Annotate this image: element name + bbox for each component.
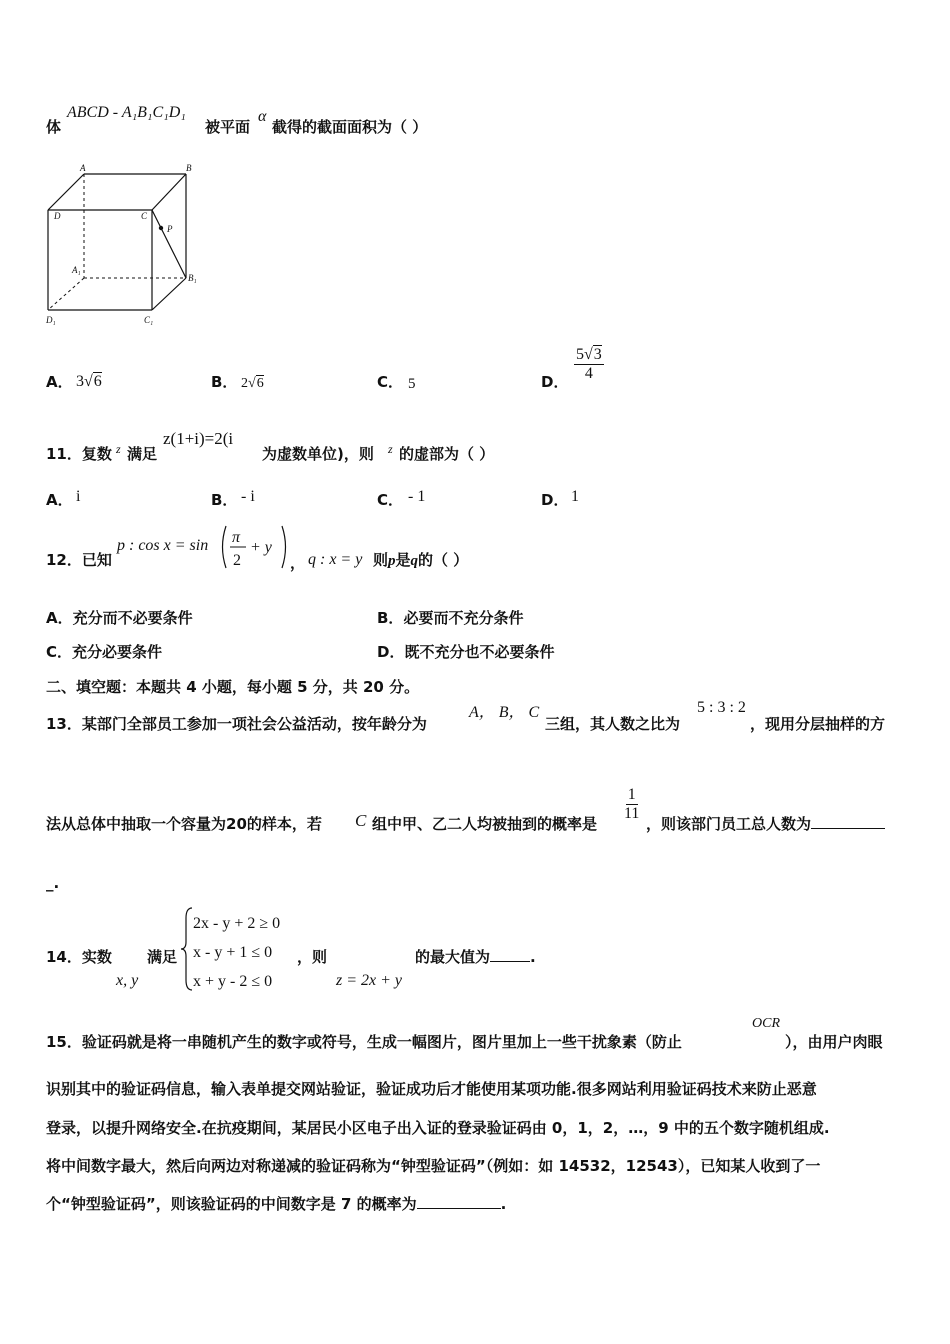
q11-number: 11． (46, 445, 82, 463)
q15-line1a: 验证码就是将一串随机产生的数字或符号，生成一幅图片，图片里加上一些干扰象素（防止 (81, 1033, 682, 1051)
q15-line3: 登录，以提升网络安全.在抗疫期间，某居民小区电子出入证的登录验证码由 0，1，2，…，9 中的五个数字随机组成. (46, 1119, 830, 1137)
point-p (159, 226, 163, 230)
q13-answer-blank[interactable] (811, 814, 885, 829)
q13-text7-label: ，则该部门员工总人数为 (646, 815, 812, 833)
q14-target: z = 2x + y (336, 972, 403, 989)
right-paren-icon (282, 526, 286, 568)
q13-groups: A， B， C (469, 704, 540, 721)
section-heading: 二、填空题：本题共 4 小题，每小题 5 分，共 20 分。 (46, 678, 420, 696)
q13-text4: 法从总体中抽取一个容量为 (46, 815, 227, 833)
edge-da (48, 174, 84, 210)
q10-option-a-letter: A． (46, 373, 73, 391)
q14-text4 (415, 946, 536, 967)
label-a1: A₁ (72, 265, 81, 275)
label-a: A (80, 163, 86, 173)
sqrt-icon: √ (248, 376, 256, 391)
q12-option-d-text: 既不充分也不必要条件 (404, 643, 555, 661)
q13-text6: 组中甲、乙二人均被抽到的概率是 (372, 815, 598, 833)
q13-text2: 三组，其人数之比为 (545, 715, 681, 733)
q13-text3: ，现用分层抽样的方 (750, 715, 886, 733)
q10-option-a (76, 373, 102, 391)
q13-frac-den: 11 (624, 804, 640, 822)
q13-frac-num: 1 (627, 786, 636, 803)
q14-stem (46, 946, 112, 967)
q10-option-d-coef: 5 (576, 346, 584, 363)
q15-line5 (46, 1193, 506, 1214)
q11-option-a: i (76, 488, 81, 505)
q14-vars: x, y (116, 972, 139, 989)
q13-line2 (46, 813, 322, 834)
q10-option-b (241, 376, 264, 392)
q12-option-c-text: 充分必要条件 (72, 643, 163, 661)
label-c: C (141, 211, 148, 221)
q10-option-d-den: 4 (584, 364, 593, 382)
q15-number: 15． (46, 1033, 82, 1051)
q12-text1: 已知 (81, 551, 112, 569)
label-b: B (186, 163, 192, 173)
q12-q: q (410, 553, 419, 569)
q12-number: 12． (46, 551, 82, 569)
q10-stem (46, 116, 61, 137)
q12-frac-num: π (232, 529, 241, 546)
q11-text1: 复数 (81, 445, 112, 463)
q15-line5-text: 个“钟型验证码”，则该验证码的中间数字是 7 的概率为 (46, 1195, 417, 1213)
q12-option-d (377, 641, 554, 662)
q14-constraint-2: x - y + 1 ≤ 0 (193, 944, 273, 961)
q15-end: . (500, 1195, 507, 1213)
q10-option-d-rad: 3 (593, 346, 602, 363)
q11-option-a-letter: A． (46, 491, 73, 509)
q10-suffix: 截得的截面面积为（ ） (272, 118, 428, 136)
q13-ratio: 5 : 3 : 2 (697, 699, 746, 716)
q10-option-d-letter: D． (541, 373, 569, 391)
q11-option-c: - 1 (408, 488, 426, 505)
q10-option-b-coef: 2 (241, 376, 248, 391)
q12-comma: ， (290, 554, 306, 572)
q10-plane: α (258, 108, 267, 125)
q12-p-statement: p : cos x = sin (117, 537, 209, 554)
q13-n20: 20 (226, 815, 247, 833)
q14-answer-blank[interactable] (490, 947, 530, 962)
q10-mid: 被平面 (205, 118, 251, 136)
q11-option-b: - i (241, 488, 255, 505)
cube-figure (40, 160, 210, 335)
q15-line1b: ），由用户肉眼 (785, 1033, 883, 1051)
q10-option-a-rad: 6 (93, 373, 102, 390)
q15-line2: 识别其中的验证码信息，输入表单提交网站验证，验证成功后才能使用某项功能.很多网站利用验证码技术来防止恶意 (46, 1080, 817, 1098)
q11-option-d-letter: D． (541, 491, 569, 509)
q14-text3: ，则 (297, 948, 328, 966)
q11-option-d: 1 (571, 488, 579, 505)
q12-option-a-letter: A． (46, 609, 73, 627)
q13-var-c: C (355, 811, 367, 830)
q15-line4: 将中间数字最大，然后向两边对称递减的验证码称为“钟型验证码”（例如：如 14532，12543），已知某人收到了一 (46, 1157, 821, 1175)
q10-option-b-rad: 6 (256, 376, 264, 391)
q13-text7 (646, 813, 885, 834)
label-d1: D₁ (46, 315, 56, 325)
sqrt-icon: √ (84, 373, 93, 390)
q12-option-b (377, 607, 523, 628)
q15-line1 (46, 1031, 682, 1052)
q13-number: 13． (46, 715, 82, 733)
label-b1: B₁ (188, 273, 197, 283)
q10-prefix: 体 (46, 118, 62, 136)
q11-var: z (116, 442, 121, 456)
q10-option-c-letter: C． (377, 373, 404, 391)
q13-fraction (622, 786, 641, 822)
q11-text4: 的虚部为（ ） (399, 445, 495, 463)
q14-text2: 满足 (147, 948, 178, 966)
q12-option-b-text: 必要而不充分条件 (403, 609, 524, 627)
q15-answer-blank[interactable] (417, 1194, 501, 1209)
edge-cb (152, 174, 186, 210)
q14-number: 14． (46, 948, 82, 966)
q12-q-statement: q : x = y (308, 551, 363, 568)
q14-text1: 实数 (81, 948, 112, 966)
edge-a1d1-hidden (48, 278, 84, 310)
q11-var2: z (388, 442, 393, 456)
left-paren-icon (223, 526, 227, 568)
q12-frac-den: 2 (233, 552, 241, 569)
q12-paren-frac (218, 522, 290, 572)
q14-constraint-3: x + y - 2 ≤ 0 (193, 973, 273, 990)
q12-option-a (46, 607, 193, 628)
q12-option-c (46, 641, 162, 662)
q10-option-a-coef: 3 (76, 373, 84, 390)
q14-end: . (530, 948, 536, 966)
edge-cb1 (152, 210, 186, 278)
q12-text3: 的（ ） (418, 551, 469, 569)
q14-constraint-1: 2x - y + 2 ≥ 0 (193, 915, 281, 932)
q13-text5: 的样本，若 (246, 815, 322, 833)
q10-option-c: 5 (408, 376, 416, 392)
sqrt-icon: √ (584, 346, 593, 363)
q13-line1 (46, 713, 427, 734)
q12-option-b-letter: B． (377, 609, 404, 627)
q12-stem (46, 549, 112, 570)
left-brace-icon (180, 906, 194, 992)
q11-equation: z(1+i)=2(i (163, 429, 234, 448)
q11-option-b-letter: B． (211, 491, 238, 509)
q10-option-d (574, 346, 604, 382)
edge-c1b1 (152, 278, 186, 310)
label-c1: C₁ (144, 315, 154, 325)
q11-stem (46, 443, 112, 464)
q11-text3: 为虚数单位)，则 (262, 445, 374, 463)
label-p: P (167, 224, 173, 234)
label-d: D (54, 211, 61, 221)
q14-text4-label: 的最大值为 (415, 948, 491, 966)
q11-option-c-letter: C． (377, 491, 404, 509)
q12-then: 则 (373, 551, 389, 569)
q11-text2: 满足 (127, 445, 158, 463)
q15-ocr: OCR (752, 1016, 780, 1031)
q10-option-b-letter: B． (211, 373, 238, 391)
q13-text1: 某部门全部员工参加一项社会公益活动，按年龄分为 (81, 715, 427, 733)
q12-plus-y: + y (250, 539, 272, 556)
q14-system (193, 909, 280, 996)
q12-p: p (388, 553, 396, 569)
q12-option-d-letter: D． (377, 643, 405, 661)
q10-solid: ABCD - A₁B₁C₁D₁ (67, 104, 186, 121)
q13-tail: _. (46, 874, 60, 892)
q12-text2 (373, 549, 468, 570)
q12-is: 是 (395, 551, 411, 569)
q12-option-c-letter: C． (46, 643, 73, 661)
q12-option-a-text: 充分而不必要条件 (72, 609, 193, 627)
